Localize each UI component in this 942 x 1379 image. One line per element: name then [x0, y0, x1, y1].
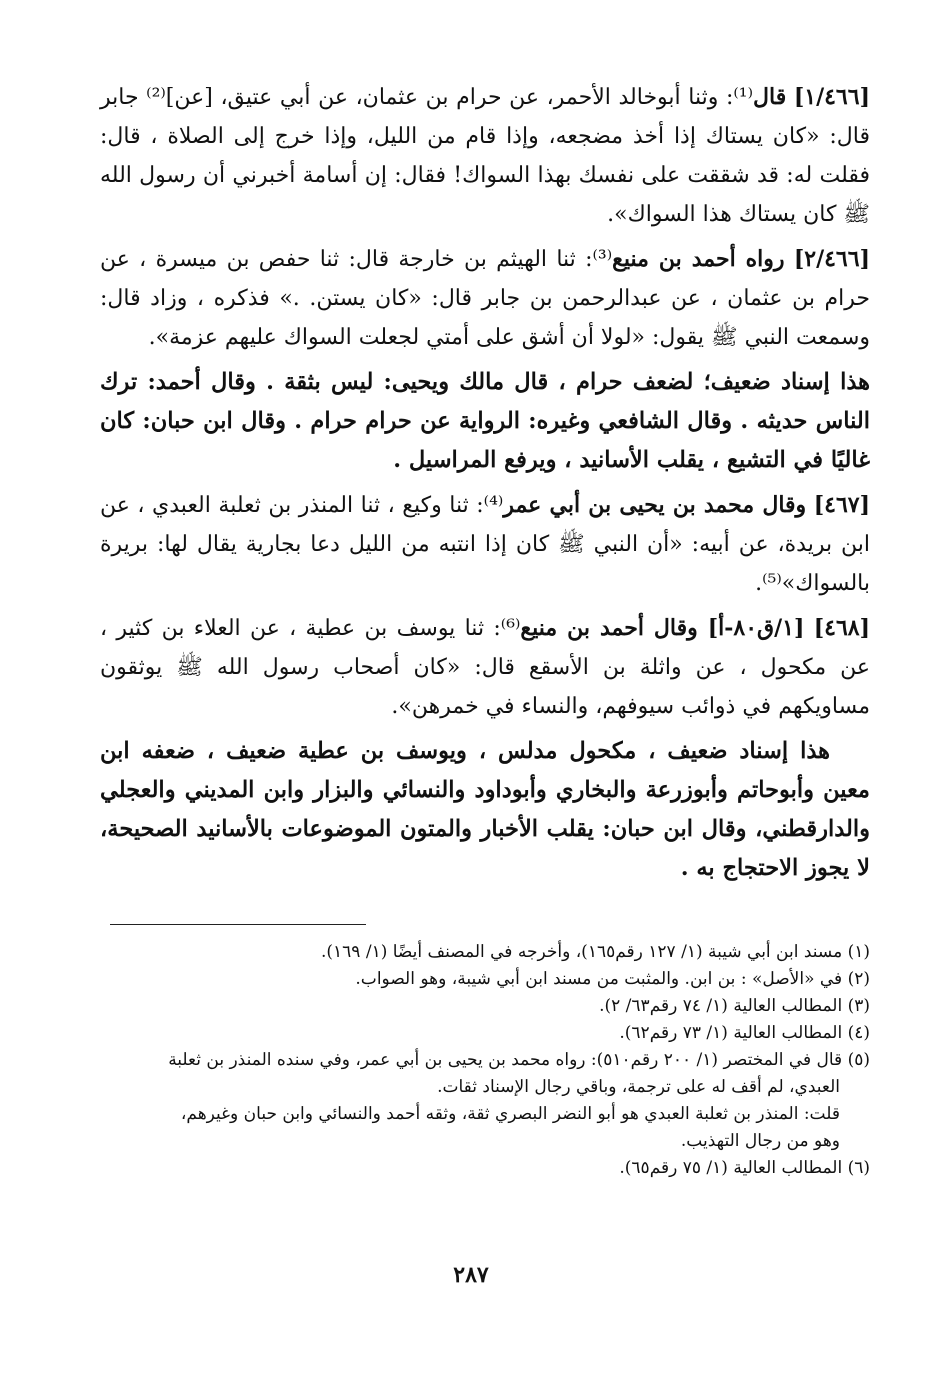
- paragraph: [100, 78, 870, 234]
- paragraph-text: هذا إسناد ضعيف ، مكحول مدلس ، ويوسف بن عطية ضعيف ، ضعفه ابن معين وأبوحاتم وأبوزرعة والبخاري وأبوداود والنسائي والبزار وابن المديني والعجلي والدارقطني، وقال ابن حبان: يقلب الأخبار والمتون الموضوعات بالأسانيد الصحيحة، لا يجوز الاحتجاج به .: [100, 738, 870, 881]
- page-number: ٢٨٧: [453, 1262, 489, 1288]
- footnote: (٦) المطالب العالية (١/ ٧٥ رقم٦٥).: [619, 1158, 870, 1178]
- hadith-number: [٢/٤٦٦]: [793, 246, 870, 272]
- footnotes: [100, 939, 870, 1182]
- main-text: [100, 78, 870, 888]
- paragraph-text: ⁽³⁾: ثنا الهيثم بن خارجة قال: ثنا حفص بن ميسرة ، عن حرام بن عثمان ، عن عبدالرحمن بن جابر قال: «كان يستن. .» فذكره ، وزاد قال: وسمعت النبي ﷺ يقول: «لولا أن أشق على أمتي لجعلت السواك عليهم عزمة».: [100, 247, 870, 350]
- footnote: وهو من رجال التهذيب.: [680, 1131, 840, 1151]
- footnote: العبدي، لم أقف له على ترجمة، وباقي رجال الإسناد ثقات.: [437, 1077, 840, 1097]
- narrator-lead: [١/ق٨٠-أ] وقال أحمد بن منيع: [520, 615, 805, 641]
- paragraph: [100, 363, 870, 480]
- paragraph-text: ⁽⁴⁾: ثنا وكيع ، ثنا المنذر بن ثعلبة العبدي ، عن ابن بريدة، عن أبيه: «أن النبي ﷺ كان إذا انتبه من الليل دعا بجارية يقال لها: بريرة بالسواك»⁽⁵⁾.: [100, 493, 870, 596]
- paragraph: [100, 732, 870, 888]
- footnote: (٢) في «الأصل» : بن ابن. والمثبت من مسند ابن أبي شيبة، وهو الصواب.: [355, 969, 870, 989]
- footnote-separator: [110, 924, 366, 925]
- footnote: (٥) قال في المختصر (١/ ٢٠٠ رقم٥١٠): رواه محمد بن يحيى بن أبي عمر، وفي سنده المنذر بن ثعلبة: [168, 1050, 870, 1070]
- hadith-number: [٤٦٨]: [813, 615, 870, 641]
- narrator-lead: وقال محمد بن يحيى بن أبي عمر: [503, 492, 807, 518]
- paragraph: [100, 609, 870, 726]
- footnote: (١) مسند ابن أبي شيبة (١/ ١٢٧ رقم١٦٥)، وأخرجه في المصنف أيضًا (١/ ١٦٩).: [320, 942, 870, 962]
- hadith-number: [٤٦٧]: [813, 492, 870, 518]
- paragraph: [100, 486, 870, 603]
- page-body: [100, 78, 870, 1182]
- paragraph-text: هذا إسناد ضعيف؛ لضعف حرام ، قال مالك ويحيى: ليس بثقة . وقال أحمد: ترك الناس حديثه . وقال الشافعي وغيره: الرواية عن حرام حرام . وقال ابن حبان: كان غاليًا في التشيع ، يقلب الأسانيد ، ويرفع المراسيل .: [100, 369, 870, 473]
- paragraph-text: ⁽⁶⁾: ثنا يوسف بن عطية ، عن العلاء بن كثير ، عن مكحول ، عن واثلة بن الأسقع قال: «كان أصحاب رسول الله ﷺ يوثقون مساويكهم في ذوائب سيوفهم، والنساء في خمرهن».: [100, 616, 870, 719]
- footnote: قلت: المنذر بن ثعلبة العبدي هو أبو النضر البصري ثقة، وثقه أحمد والنسائي وابن حبان وغيرهم،: [180, 1104, 840, 1124]
- narrator-lead: قال: [753, 84, 787, 110]
- paragraph-text: ⁽¹⁾: وثنا أبوخالد الأحمر، عن حرام بن عثمان، عن أبي عتيق، [عن]⁽²⁾ جابر قال: «كان يستاك إذا أخذ مضجعه، وإذا قام من الليل، وإذا خرج إلى الصلاة ، قال: فقلت له: قد شققت على نفسك بهذا السواك! فقال: إن أسامة أخبرني أن رسول الله ﷺ كان يستاك هذا السواك».: [100, 85, 870, 227]
- paragraph: [100, 240, 870, 357]
- footnote: (٤) المطالب العالية (١/ ٧٣ رقم٦٢).: [619, 1023, 870, 1043]
- hadith-number: [١/٤٦٦]: [793, 84, 870, 110]
- narrator-lead: رواه أحمد بن منيع: [612, 246, 785, 272]
- footnote: (٣) المطالب العالية (١/ ٧٤ رقم٦٣/ ٢).: [599, 996, 870, 1016]
